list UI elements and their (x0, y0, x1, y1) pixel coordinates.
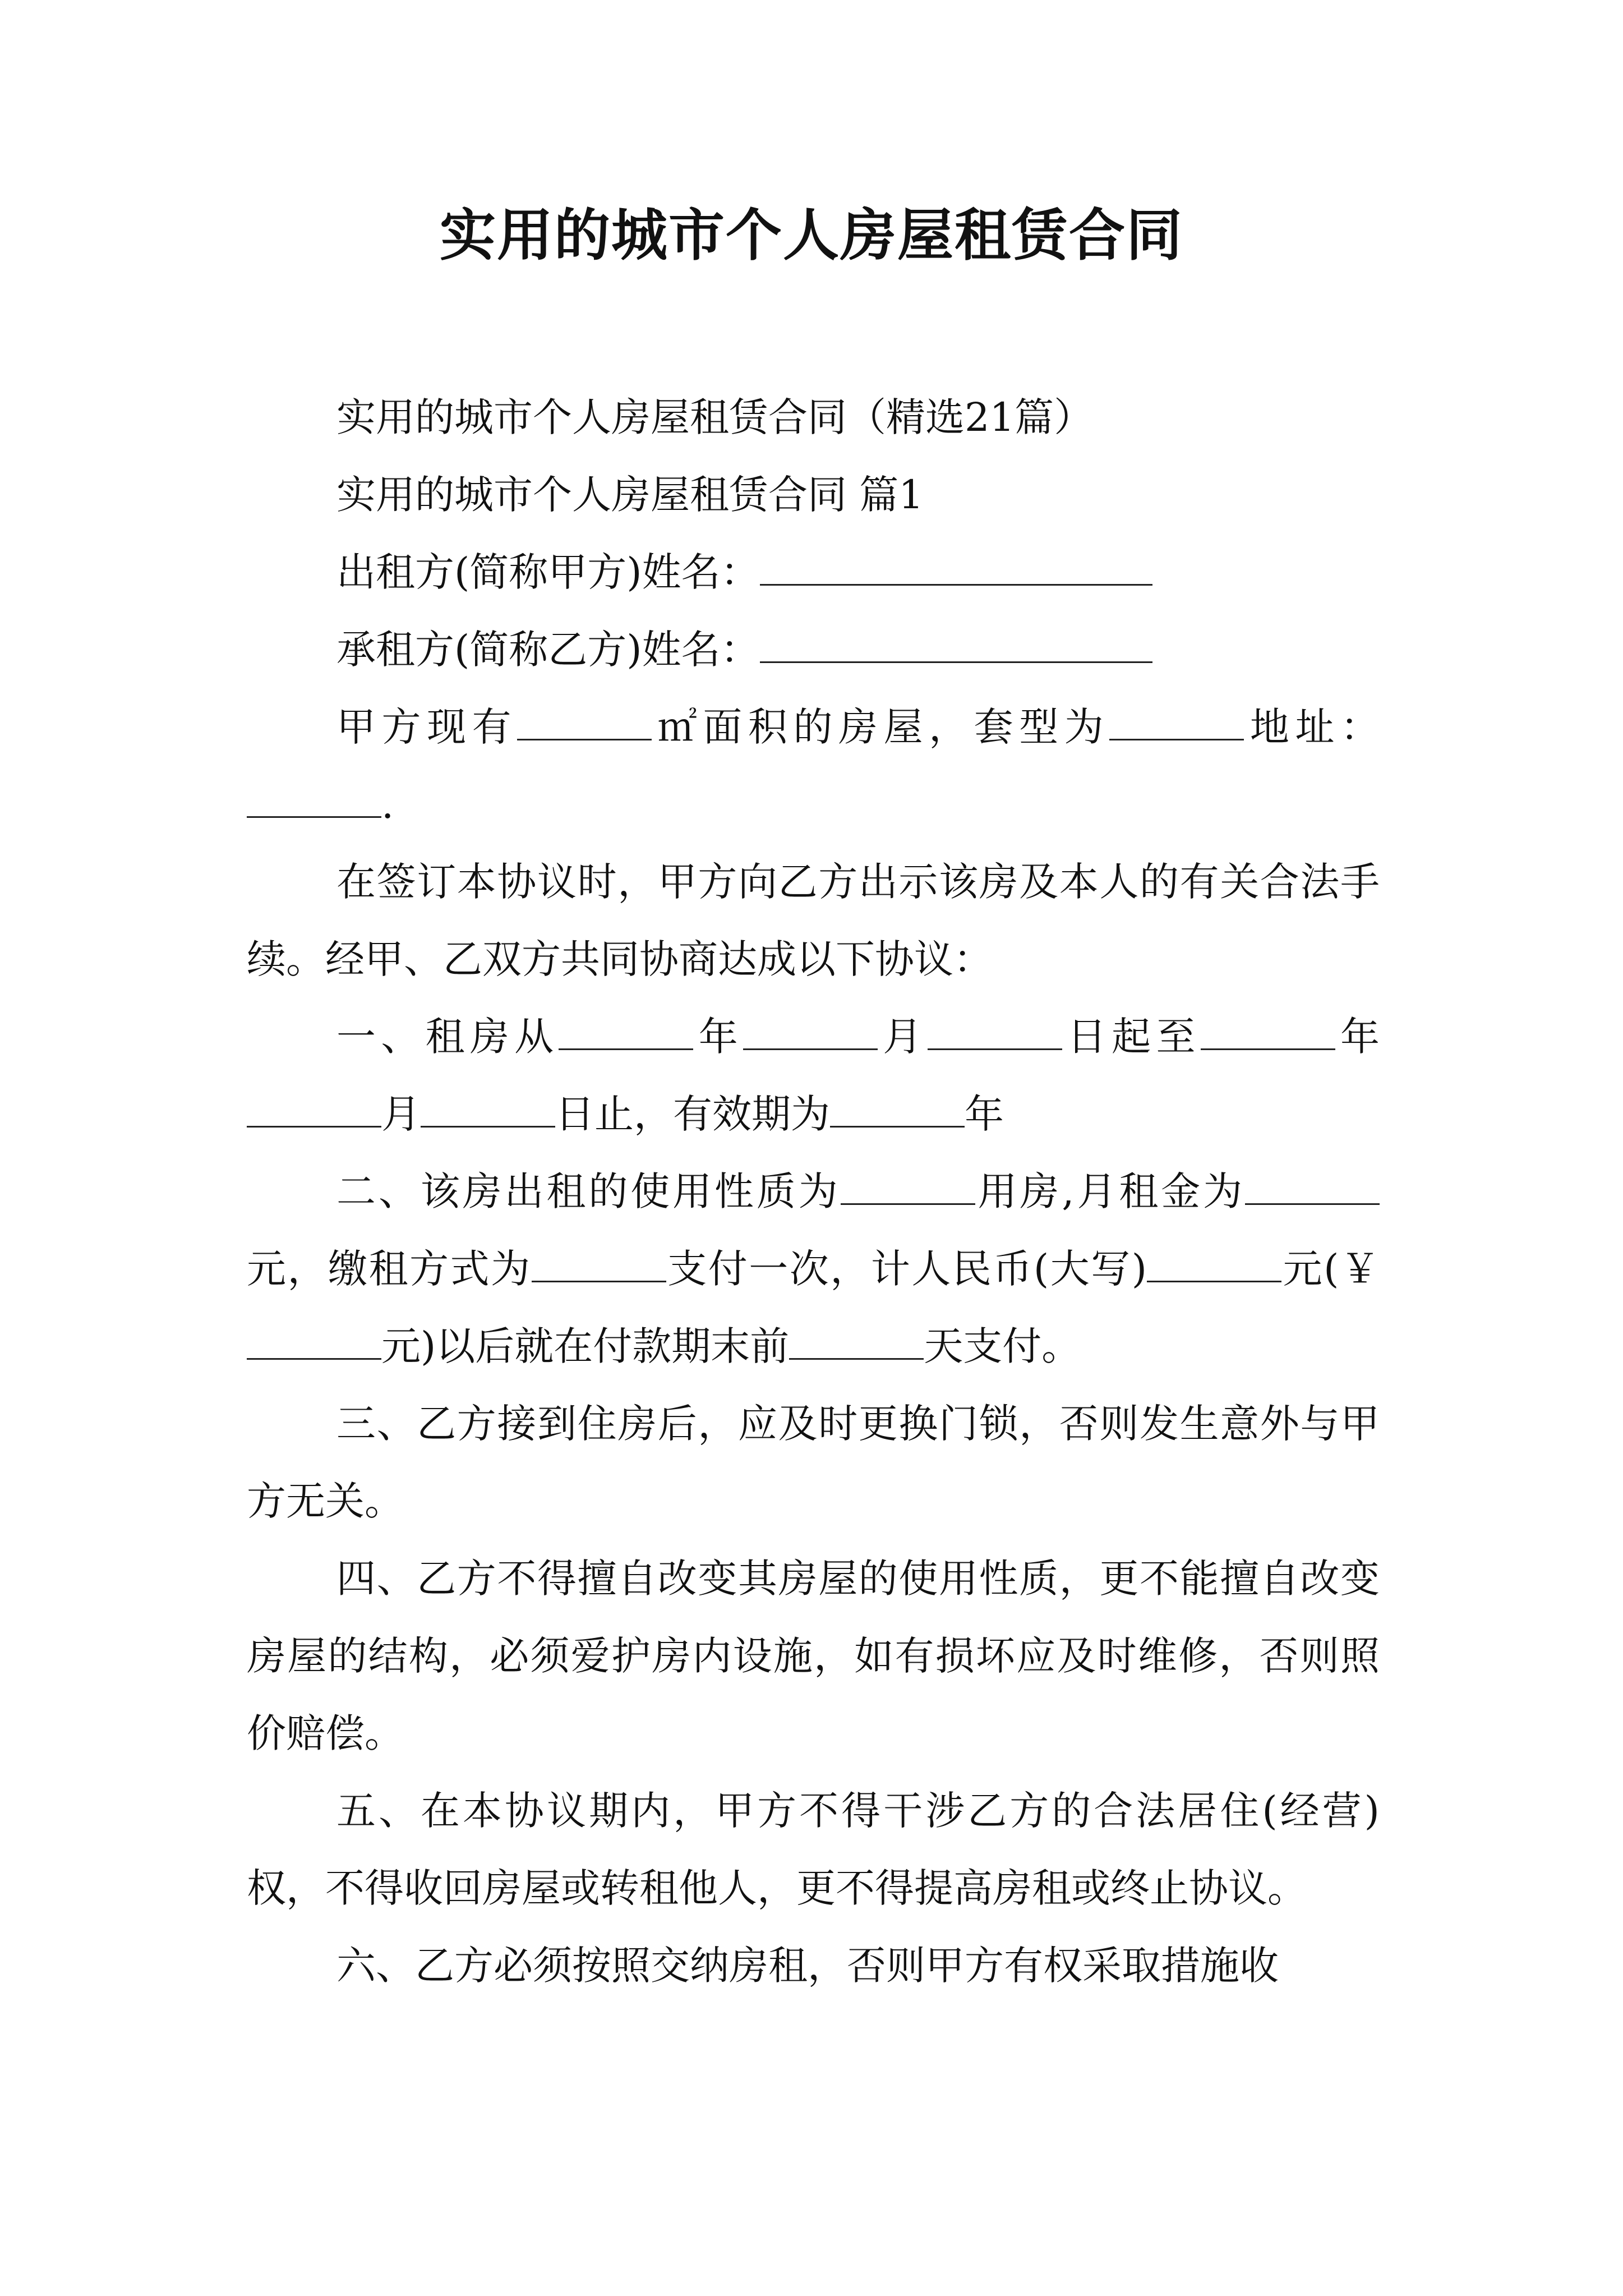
clause-2-text-3: 元，缴租方式为 (247, 1246, 532, 1292)
amount-words-blank (1147, 1241, 1281, 1282)
clause-1-text-7: 日止，有效期为 (555, 1091, 830, 1137)
clause-3: 三、乙方接到住房后，应及时更换门锁，否则发生意外与甲方无关。 (247, 1401, 1380, 1524)
clause-1-text-3: 月 (878, 1014, 928, 1060)
payment-period-blank (532, 1241, 666, 1282)
lessor-line (247, 533, 1380, 611)
monthly-rent-blank (1245, 1164, 1380, 1205)
clause-1-text-6: 月 (381, 1091, 421, 1137)
address-blank (247, 777, 381, 818)
clause-1-text-5: 年 (1335, 1014, 1380, 1060)
end-month-blank (247, 1087, 381, 1128)
signing-paragraph: 在签订本协议时，甲方向乙方出示该房及本人的有关合法手续。经甲、乙双方共同协商达成以下协议： (247, 859, 1380, 982)
days-before-blank (789, 1319, 924, 1360)
property-paragraph (247, 688, 1380, 843)
document-body (247, 379, 1380, 2004)
term-years-blank (830, 1087, 965, 1128)
clause-1-text-8: 年 (965, 1091, 1004, 1137)
start-year-blank (559, 1009, 693, 1050)
area-text-1: 甲方现有 (336, 704, 518, 750)
section-heading: 实用的城市个人房屋租赁合同 篇1 (336, 472, 924, 518)
usage-blank (841, 1164, 975, 1205)
area-text-4: . (381, 781, 394, 827)
clause-1-text-4: 日起至 (1062, 1014, 1201, 1060)
start-month-blank (743, 1009, 878, 1050)
lessor-label: 出租方(简称甲方)姓名： (336, 549, 760, 595)
clause-1 (247, 998, 1380, 1153)
clause-2-text-6: 元)以后就在付款期末前 (381, 1323, 790, 1369)
end-year-blank (1201, 1009, 1335, 1050)
clause-2-text-2: 用房,月租金为 (975, 1168, 1245, 1214)
clause-2-text-1: 二、该房出租的使用性质为 (336, 1168, 841, 1214)
clause-5: 五、在本协议期内，甲方不得干涉乙方的合法居住(经营)权，不得收回房屋或转租他人，更不得提高房租或终止协议。 (247, 1788, 1380, 1911)
clause-6: 六、乙方必须按照交纳房租，否则甲方有权采取措施收 (336, 1943, 1279, 1989)
unit-type-blank (1109, 700, 1244, 740)
clause-2-text-5: 元(￥ (1281, 1246, 1380, 1292)
amount-figures-blank (247, 1319, 381, 1360)
start-day-blank (928, 1009, 1062, 1050)
lessee-label: 承租方(简称乙方)姓名： (336, 627, 760, 673)
clause-2-text-4: 支付一次，计人民币(大写) (666, 1246, 1147, 1292)
clause-1-text-1: 一、租房从 (336, 1014, 559, 1060)
lessor-name-blank (760, 545, 1152, 586)
area-blank (517, 700, 652, 740)
clause-2 (247, 1153, 1380, 1385)
clause-4: 四、乙方不得擅自改变其房屋的使用性质，更不能擅自改变房屋的结构，必须爱护房内设施，如有损坏应及时维修，否则照价赔偿。 (247, 1556, 1380, 1756)
lessee-name-blank (760, 622, 1152, 663)
document-title: 实用的城市个人房屋租赁合同 (440, 203, 1183, 268)
end-day-blank (421, 1087, 555, 1128)
area-text-2: ㎡面积的房屋，套型为 (652, 704, 1110, 750)
lessee-line (247, 611, 1380, 688)
area-text-3: 地址： (1244, 704, 1380, 750)
subtitle: 实用的城市个人房屋租赁合同（精选21篇） (336, 394, 1094, 440)
clause-1-text-2: 年 (693, 1014, 744, 1060)
clause-2-text-7: 天支付。 (924, 1323, 1081, 1369)
